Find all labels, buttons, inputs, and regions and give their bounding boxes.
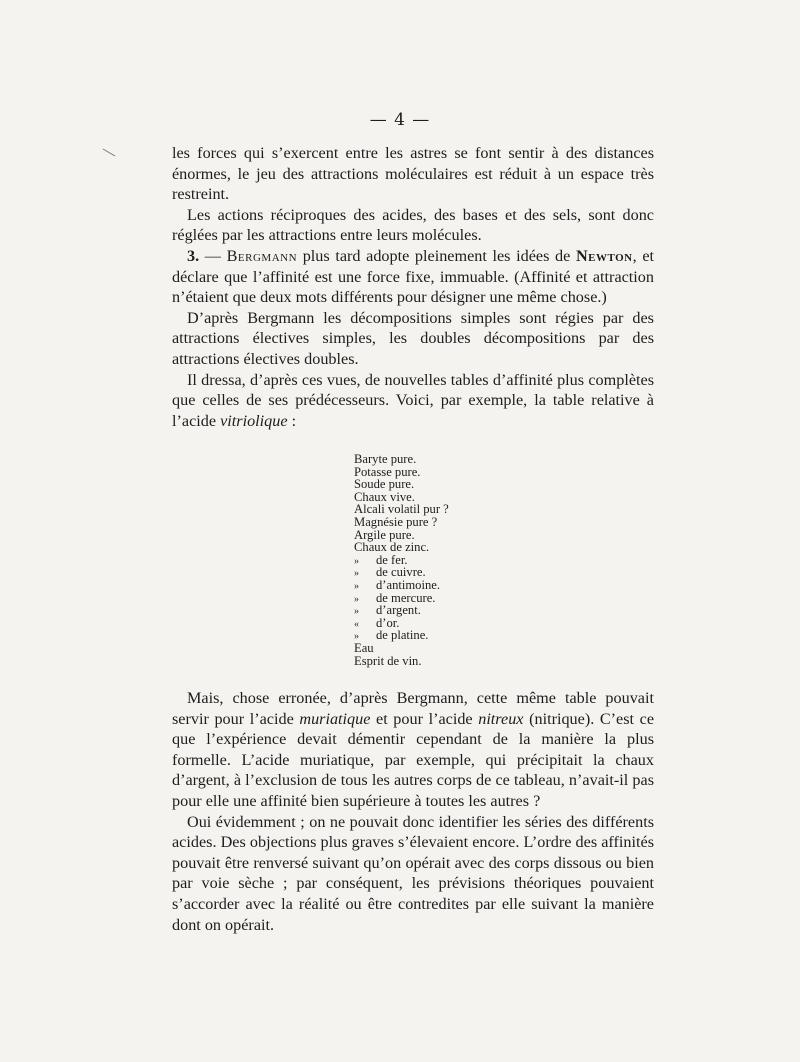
- affinity-table-label: de cuivre.: [376, 565, 426, 580]
- author-name-newton: Newton: [575, 246, 633, 265]
- affinity-table-label: de fer.: [376, 552, 408, 567]
- affinity-table-label: de platine.: [376, 628, 429, 643]
- affinity-table-label: Alcali volatil pur ?: [354, 502, 449, 517]
- text-block-top: [172, 143, 654, 431]
- ditto-mark: »: [354, 631, 359, 643]
- stray-pen-mark: [103, 149, 116, 157]
- ditto-mark: »: [354, 568, 359, 580]
- paragraph-tables-intro: [172, 370, 654, 432]
- ditto-mark: «: [354, 618, 359, 630]
- author-name-bergmann: Bergmann: [226, 246, 298, 265]
- erroneous-text-2: et pour l’acide: [370, 709, 479, 728]
- term-muriatique: muriatique: [299, 709, 371, 728]
- affinity-table-row: [354, 604, 449, 617]
- affinity-table-label: Potasse pure.: [354, 464, 421, 479]
- page-number: — 4 —: [369, 110, 431, 130]
- affinity-table-label: de mercure.: [376, 590, 436, 605]
- ditto-mark: »: [354, 580, 359, 592]
- affinity-table-label: Chaux de zinc.: [354, 540, 430, 555]
- section-dash: —: [199, 246, 227, 265]
- affinity-table-label: Eau: [354, 640, 374, 655]
- affinity-table-row: [354, 655, 449, 668]
- ditto-mark: »: [354, 606, 359, 618]
- affinity-table-label: Esprit de vin.: [354, 653, 422, 668]
- affinity-table-label: Chaux vive.: [354, 489, 415, 504]
- section-number: 3.: [187, 246, 200, 265]
- paragraph-erroneous: [172, 688, 654, 812]
- tables-intro-colon: :: [287, 411, 297, 430]
- term-vitriolique: vitriolique: [220, 411, 288, 430]
- ditto-mark: »: [354, 555, 359, 567]
- erroneous-text-1: Mais, chose erronée, d’après Bergmann, cette même table pouvait servir pour l’acide: [172, 689, 654, 728]
- affinity-table: [354, 453, 449, 667]
- affinity-table-label: Soude pure.: [354, 477, 415, 492]
- affinity-table-label: d’argent.: [376, 603, 421, 618]
- section-text-rest: , et déclare que l’affinité est une force fixe, immuable. (Affinité et attraction n’étaient que deux mots différents pour désigner une même chose.): [172, 246, 654, 307]
- tables-intro-text: Il dressa, d’après ces vues, de nouvelles tables d’affinité plus complètes que celles de ses prédécesseurs. Voici, par exemple, la table relative à l’acide: [172, 370, 654, 430]
- ditto-mark: »: [354, 593, 359, 605]
- affinity-table-label: Argile pure.: [354, 527, 415, 542]
- text-block-bottom: [172, 688, 654, 935]
- affinity-table-label: d’or.: [376, 615, 400, 630]
- erroneous-text-3: (nitrique). C’est ce que l’expérience devait démentir cependant de la manière la plus formelle. L’acide muriatique, par exemple, qui précipitait la chaux d’argent, à l’exclusion de tous les autres corps de ce tableau, n’avait-il pas pour elle une affinité bien supérieure à toutes les autres ?: [172, 709, 655, 810]
- paragraph-section-3: [172, 246, 654, 308]
- paragraph-continuation: les forces qui s’exercent entre les astres se font sentir à des distances énormes, le jeu des attractions moléculaires est réduit à un espace très restreint.: [172, 144, 654, 204]
- term-nitreux: nitreux: [478, 709, 524, 728]
- affinity-table-label: d’antimoine.: [376, 577, 441, 592]
- paragraph-reciprocal-actions: Les actions réciproques des acides, des bases et des sels, sont donc réglées par les attractions entre leurs molécules.: [172, 205, 654, 245]
- paragraph-decompositions: D’après Bergmann les décompositions simples sont régies par des attractions électives simples, les doubles décompositions par des attractions électives doubles.: [172, 308, 654, 368]
- paragraph-objections: Oui évidemment ; on ne pouvait donc identifier les séries des différents acides. Des objections plus graves s’élevaient encore. L’ordre des affinités pouvait être renversé suivant qu’on opérait avec des corps dissous ou bien par voie sèche ; par conséquent, les prévisions théoriques pouvaient s’accorder avec la réalité ou être contredites par elle suivant la manière dont on opérait.: [172, 812, 654, 934]
- affinity-table-label: Baryte pure.: [354, 452, 417, 466]
- section-text-mid: plus tard adopte pleinement les idées de: [297, 246, 576, 265]
- affinity-table-label: Magnésie pure ?: [354, 514, 438, 529]
